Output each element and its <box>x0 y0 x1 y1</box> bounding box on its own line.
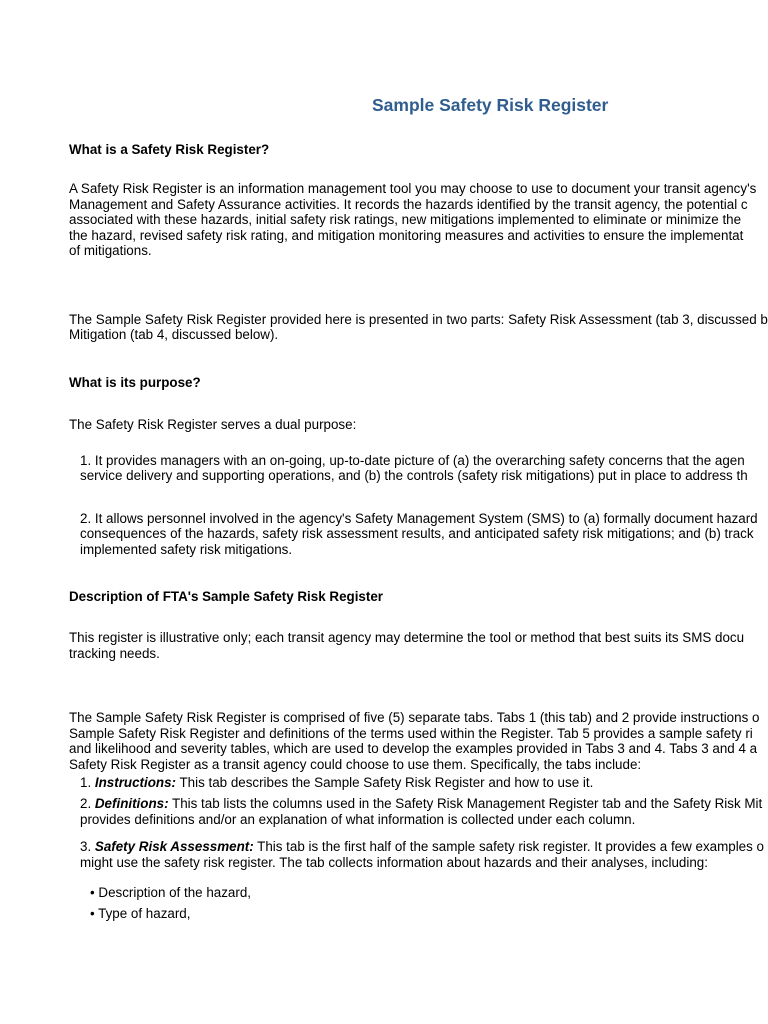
tab-item-text-line: might use the safety risk register. The tab collects information about hazards and their analyses, including: <box>80 855 708 870</box>
paragraph-line: the hazard, revised safety risk rating, and mitigation monitoring measures and activities to ensure the implementat <box>69 228 744 243</box>
paragraph-line: This register is illustrative only; each transit agency may determine the tool or method that best suits its SMS docu <box>69 630 745 645</box>
bullet-item: • Type of hazard, <box>90 906 191 921</box>
heading-purpose: What is its purpose? <box>69 375 201 390</box>
numbered-item-line: 1. It provides managers with an on-going, up-to-date picture of (a) the overarching safety concerns that the agen <box>80 453 745 468</box>
tab-item-safety-risk-assessment <box>80 839 764 855</box>
tab-item-name: Instructions: <box>94 775 176 790</box>
paragraph-line: of mitigations. <box>69 243 152 258</box>
paragraph-line: Sample Safety Risk Register and definitions of the terms used within the Register. Tab 5 provides a sample safety ri <box>69 726 753 741</box>
tab-item-number: 1. <box>80 775 95 790</box>
tab-item-text: This tab is the first half of the sample safety risk register. It provides a few examples o <box>253 839 764 854</box>
paragraph-line: Safety Risk Register as a transit agency could choose to use them. Specifically, the tabs include: <box>69 757 642 772</box>
paragraph-line: associated with these hazards, initial safety risk ratings, new mitigations implemented to eliminate or minimize the <box>69 212 742 227</box>
tab-item-text: This tab describes the Sample Safety Risk Register and how to use it. <box>175 775 594 790</box>
paragraph-line: The Sample Safety Risk Register provided here is presented in two parts: Safety Risk Assessment (tab 3, discussed b <box>69 312 768 327</box>
page-title: Sample Safety Risk Register <box>372 95 609 115</box>
paragraph-line: Mitigation (tab 4, discussed below). <box>69 327 279 342</box>
paragraph-line: A Safety Risk Register is an information management tool you may choose to use to document your transit agency's <box>69 181 757 196</box>
tab-item-instructions <box>80 775 593 791</box>
numbered-item-line: 2. It allows personnel involved in the agency's Safety Management System (SMS) to (a) formally document hazard <box>80 511 758 526</box>
tab-item-number: 2. <box>80 796 95 811</box>
tab-item-text: This tab lists the columns used in the Safety Risk Management Register tab and the Safety Risk Mit <box>168 796 763 811</box>
tab-item-number: 3. <box>80 839 95 854</box>
heading-what-is: What is a Safety Risk Register? <box>69 142 270 157</box>
tab-item-definitions <box>80 796 762 812</box>
tab-item-name: Safety Risk Assessment: <box>94 839 254 854</box>
paragraph-line: and likelihood and severity tables, which are used to develop the examples provided in Tabs 3 and 4. Tabs 3 and 4 a <box>69 741 758 756</box>
numbered-item-line: consequences of the hazards, safety risk assessment results, and anticipated safety risk mitigations; and (b) track <box>80 526 754 541</box>
paragraph-line: The Sample Safety Risk Register is comprised of five (5) separate tabs. Tabs 1 (this tab) and 2 provide instructions o <box>69 710 760 725</box>
paragraph-line: Management and Safety Assurance activities. It records the hazards identified by the transit agency, the potential c <box>69 197 748 212</box>
numbered-item-line: implemented safety risk mitigations. <box>80 542 293 557</box>
heading-description: Description of FTA's Sample Safety Risk Register <box>69 589 383 604</box>
tab-item-name: Definitions: <box>94 796 169 811</box>
paragraph-line: tracking needs. <box>69 646 160 661</box>
paragraph-line: The Safety Risk Register serves a dual purpose: <box>69 417 357 432</box>
bullet-item: • Description of the hazard, <box>90 885 251 900</box>
numbered-item-line: service delivery and supporting operations, and (b) the controls (safety risk mitigations) put in place to address th <box>80 468 748 483</box>
tab-item-text-line: provides definitions and/or an explanation of what information is collected under each column. <box>80 812 636 827</box>
